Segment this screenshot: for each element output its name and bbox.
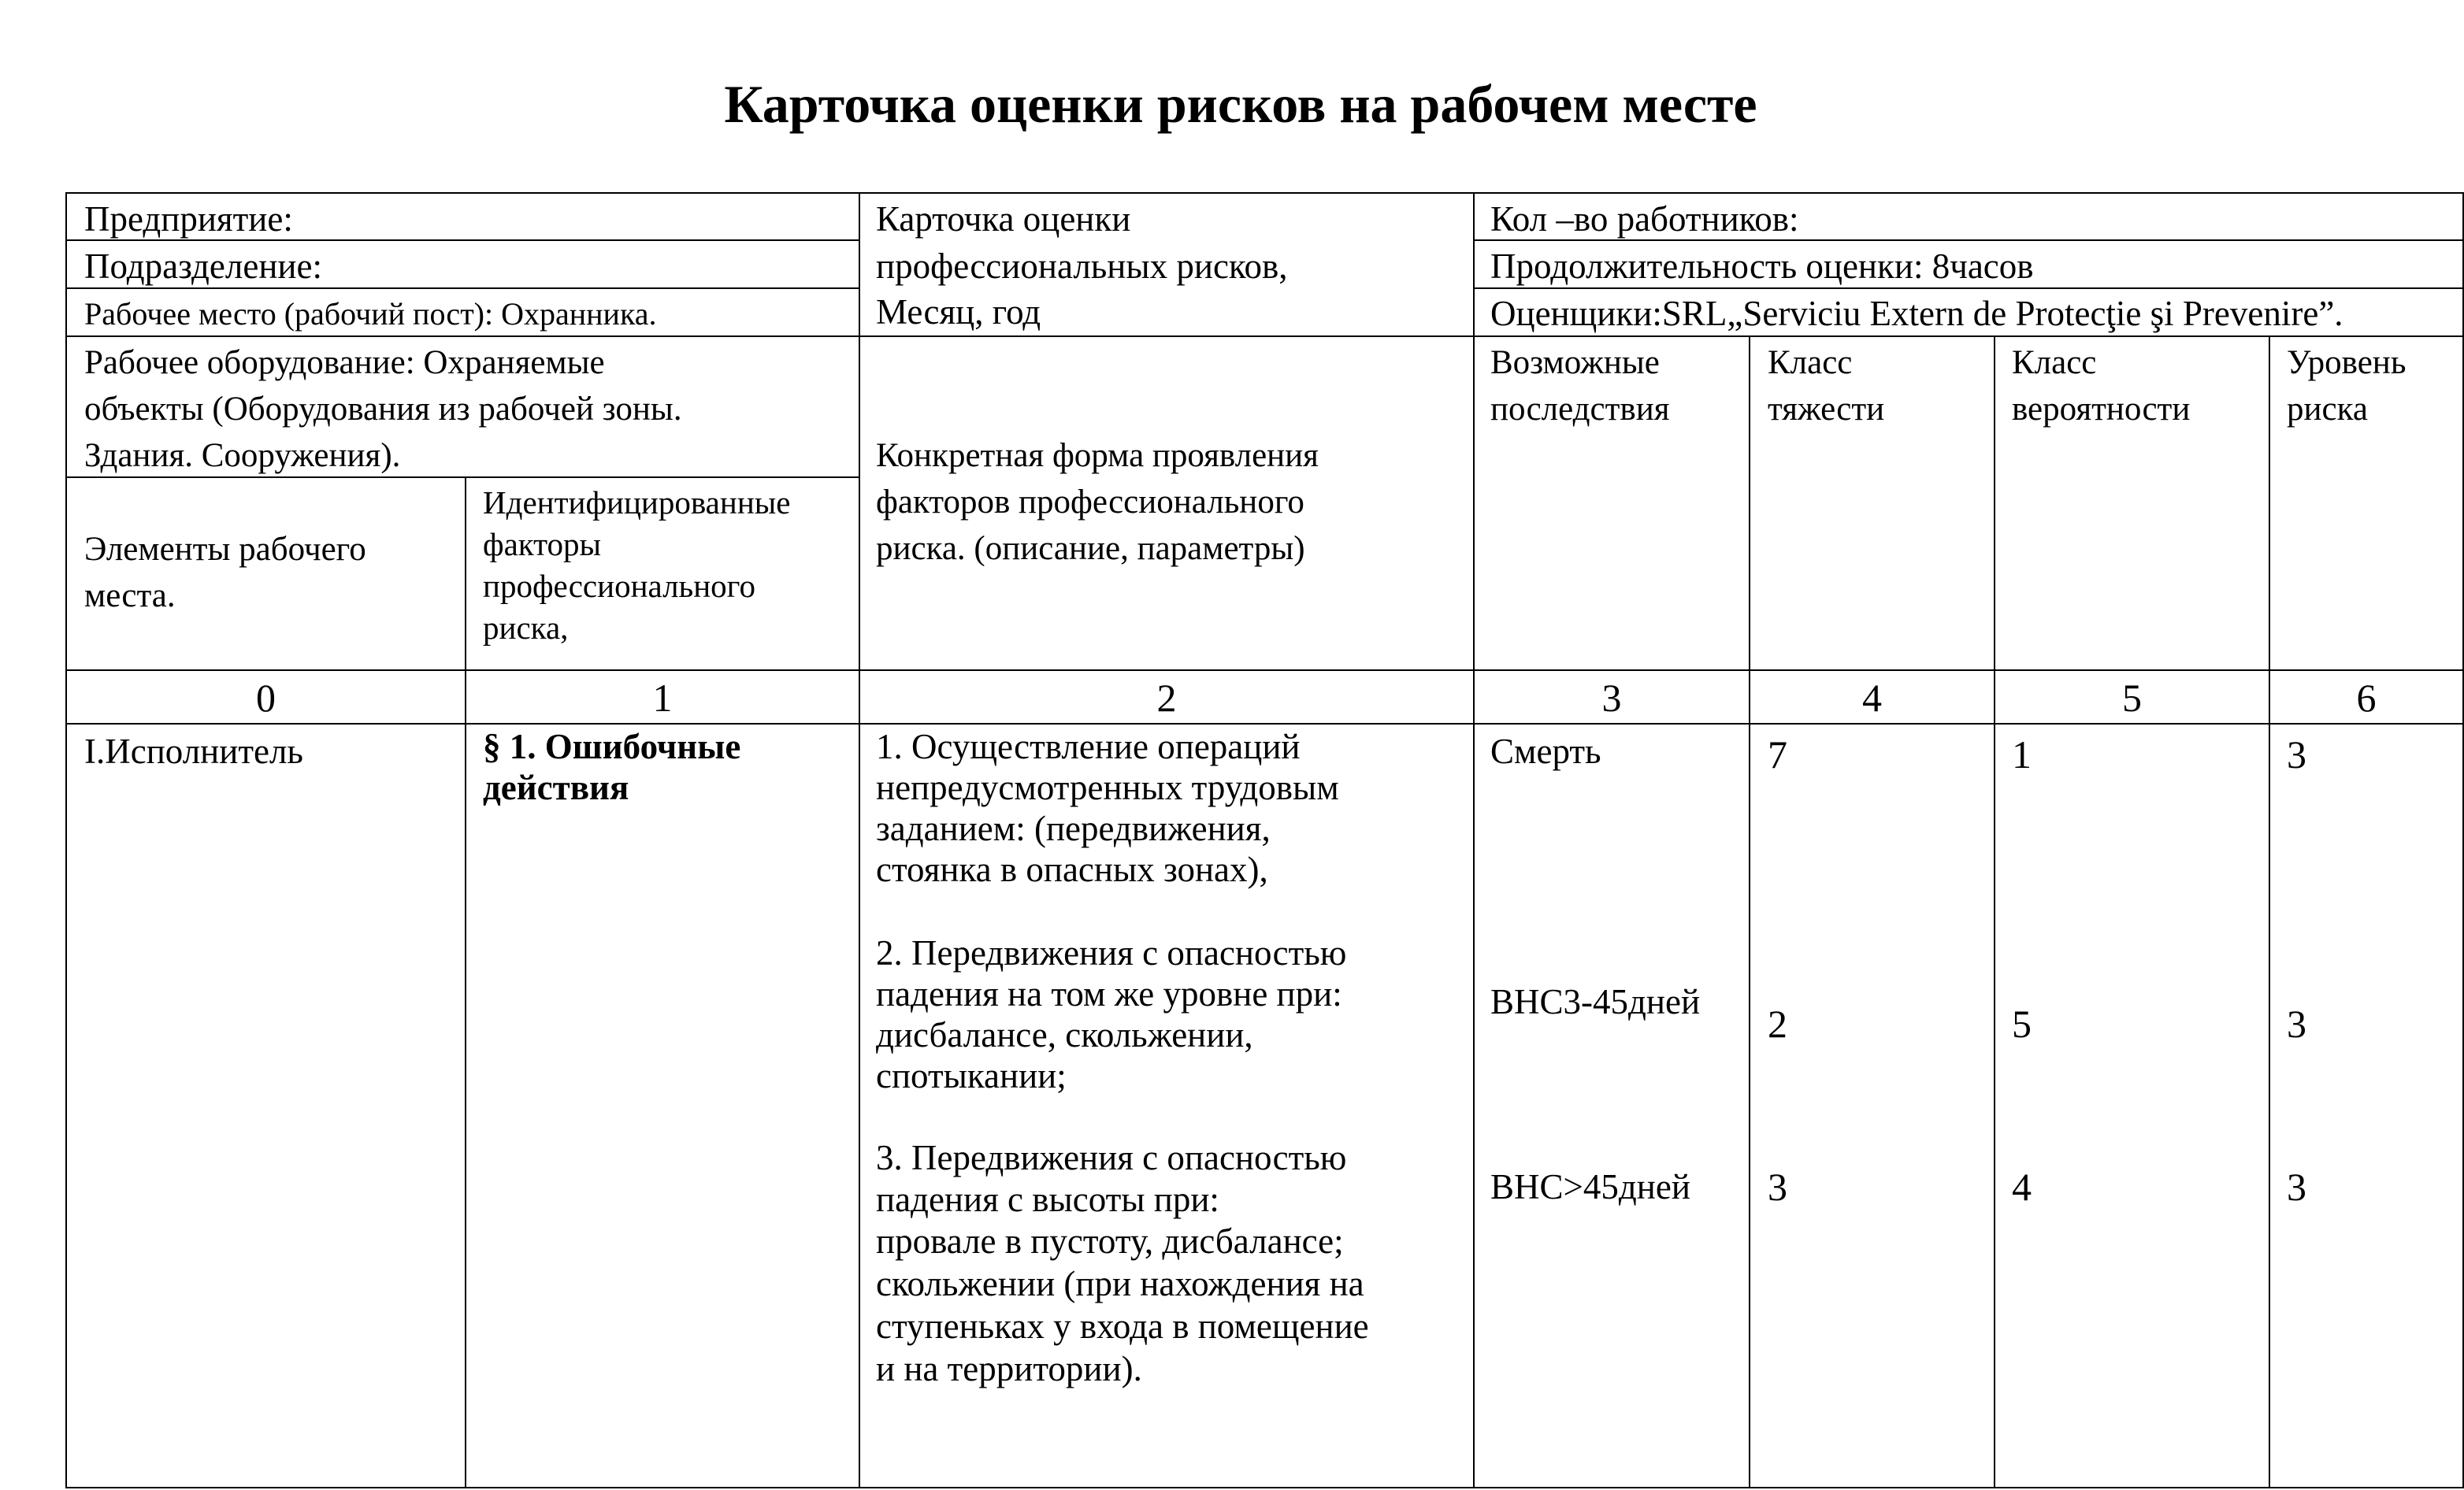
rule [65,669,2464,671]
rule [65,335,2464,337]
probability-header-line: Класс [2012,344,2097,381]
form-header-line: риска. (описание, параметры) [876,530,1305,567]
rule [465,476,466,1488]
card-period-line: Месяц, год [876,292,1041,332]
card-title-line: профессиональных рисков, [876,246,1288,286]
enterprise-label: Предприятие: [84,199,293,239]
description-line: падения на том же уровне при: [876,974,1342,1014]
description-line: и на территории). [876,1349,1142,1388]
description-line: непредусмотренных трудовым [876,768,1339,807]
risk-value: 3 [2287,732,2306,777]
probability-value: 5 [2012,1002,2032,1046]
page-title: Карточка оценки рисков на рабочем месте [724,74,1757,134]
description-line: провале в пустоту, дисбалансе; [876,1221,1344,1261]
risk-header-line: риска [2287,391,2368,428]
workplace-label: Рабочее место (рабочий пост): Охранника. [84,296,657,332]
rule [859,192,860,1488]
probability-value: 1 [2012,732,2032,777]
description-line: 3. Передвижения с опасностью [876,1138,1347,1177]
probability-value: 4 [2012,1165,2032,1209]
form-header-line: факторов профессионального [876,484,1304,521]
description-line: стоянка в опасных зонах), [876,850,1268,889]
table-top-border [65,192,2464,194]
duration-label: Продолжительность оценки: 8часов [1490,246,2034,286]
column-number: 5 [2122,676,2142,720]
rule [1473,192,1475,1488]
division-label: Подразделение: [84,246,322,286]
identified-header-line: профессионального [483,568,755,604]
description-line: 1. Осуществление операций [876,727,1301,766]
table-bottom-border [65,1487,2464,1488]
severity-header-line: тяжести [1768,391,1885,428]
identified-header-line: факторы [483,526,602,562]
consequence-value: ВНС>45дней [1490,1167,1690,1206]
consequence-value: ВНС3-45дней [1490,982,1701,1021]
description-line: падения с высоты при: [876,1180,1219,1219]
description-line: скольжении (при нахождения на [876,1264,1364,1303]
severity-value: 2 [1768,1002,1787,1046]
risk-header-line: Уровень [2287,344,2406,381]
risk-value: 3 [2287,1165,2306,1209]
elements-header-line: Элементы рабочего [84,531,366,568]
table-left-border [65,192,67,1488]
card-title-line: Карточка оценки [876,199,1131,239]
probability-header-line: вероятности [2012,391,2191,428]
identified-header-line: Идентифицированные [483,484,791,521]
identified-header-line: риска, [483,610,569,646]
column-number: 0 [256,676,276,720]
severity-header-line: Класс [1768,344,1853,381]
column-number: 1 [652,676,673,720]
rule [1473,239,2464,241]
rule [1994,335,1995,1488]
rule [65,239,859,241]
assessors-label: Оценщики:SRL„Serviciu Extern de Protecţie şi Prevenire”. [1490,294,2343,333]
form-header-line: Конкретная форма проявления [876,437,1319,474]
description-line: спотыкании; [876,1056,1067,1095]
factor-cell-line: действия [483,768,629,807]
description-line: ступеньках у входа в помещение [876,1307,1369,1346]
description-line: дисбалансе, скольжении, [876,1015,1253,1054]
equipment-header-line: Рабочее оборудование: Охраняемые [84,344,605,381]
equipment-header-line: Здания. Сооружения). [84,437,401,474]
rule [2269,335,2270,1488]
column-number: 3 [1601,676,1622,720]
description-line: 2. Передвижения с опасностью [876,933,1347,973]
element-cell: I.Исполнитель [84,732,303,771]
column-number: 4 [1862,676,1882,720]
consequences-header-line: последствия [1490,391,1670,428]
consequence-value: Смерть [1490,732,1601,771]
workers-count-label: Кол –во работников: [1490,199,1799,239]
column-number: 2 [1156,676,1177,720]
equipment-header-line: объекты (Оборудования из рабочей зоны. [84,391,682,428]
description-line: заданием: (передвижения, [876,809,1271,848]
consequences-header-line: Возможные [1490,344,1660,381]
column-number: 6 [2356,676,2377,720]
severity-value: 7 [1768,732,1787,777]
factor-cell-line: § 1. Ошибочные [483,727,741,766]
rule [65,723,2464,725]
elements-header-line: места. [84,577,176,614]
rule [1749,335,1750,1488]
rule [65,287,859,289]
severity-value: 3 [1768,1165,1787,1209]
rule [1473,287,2464,289]
risk-value: 3 [2287,1002,2306,1046]
